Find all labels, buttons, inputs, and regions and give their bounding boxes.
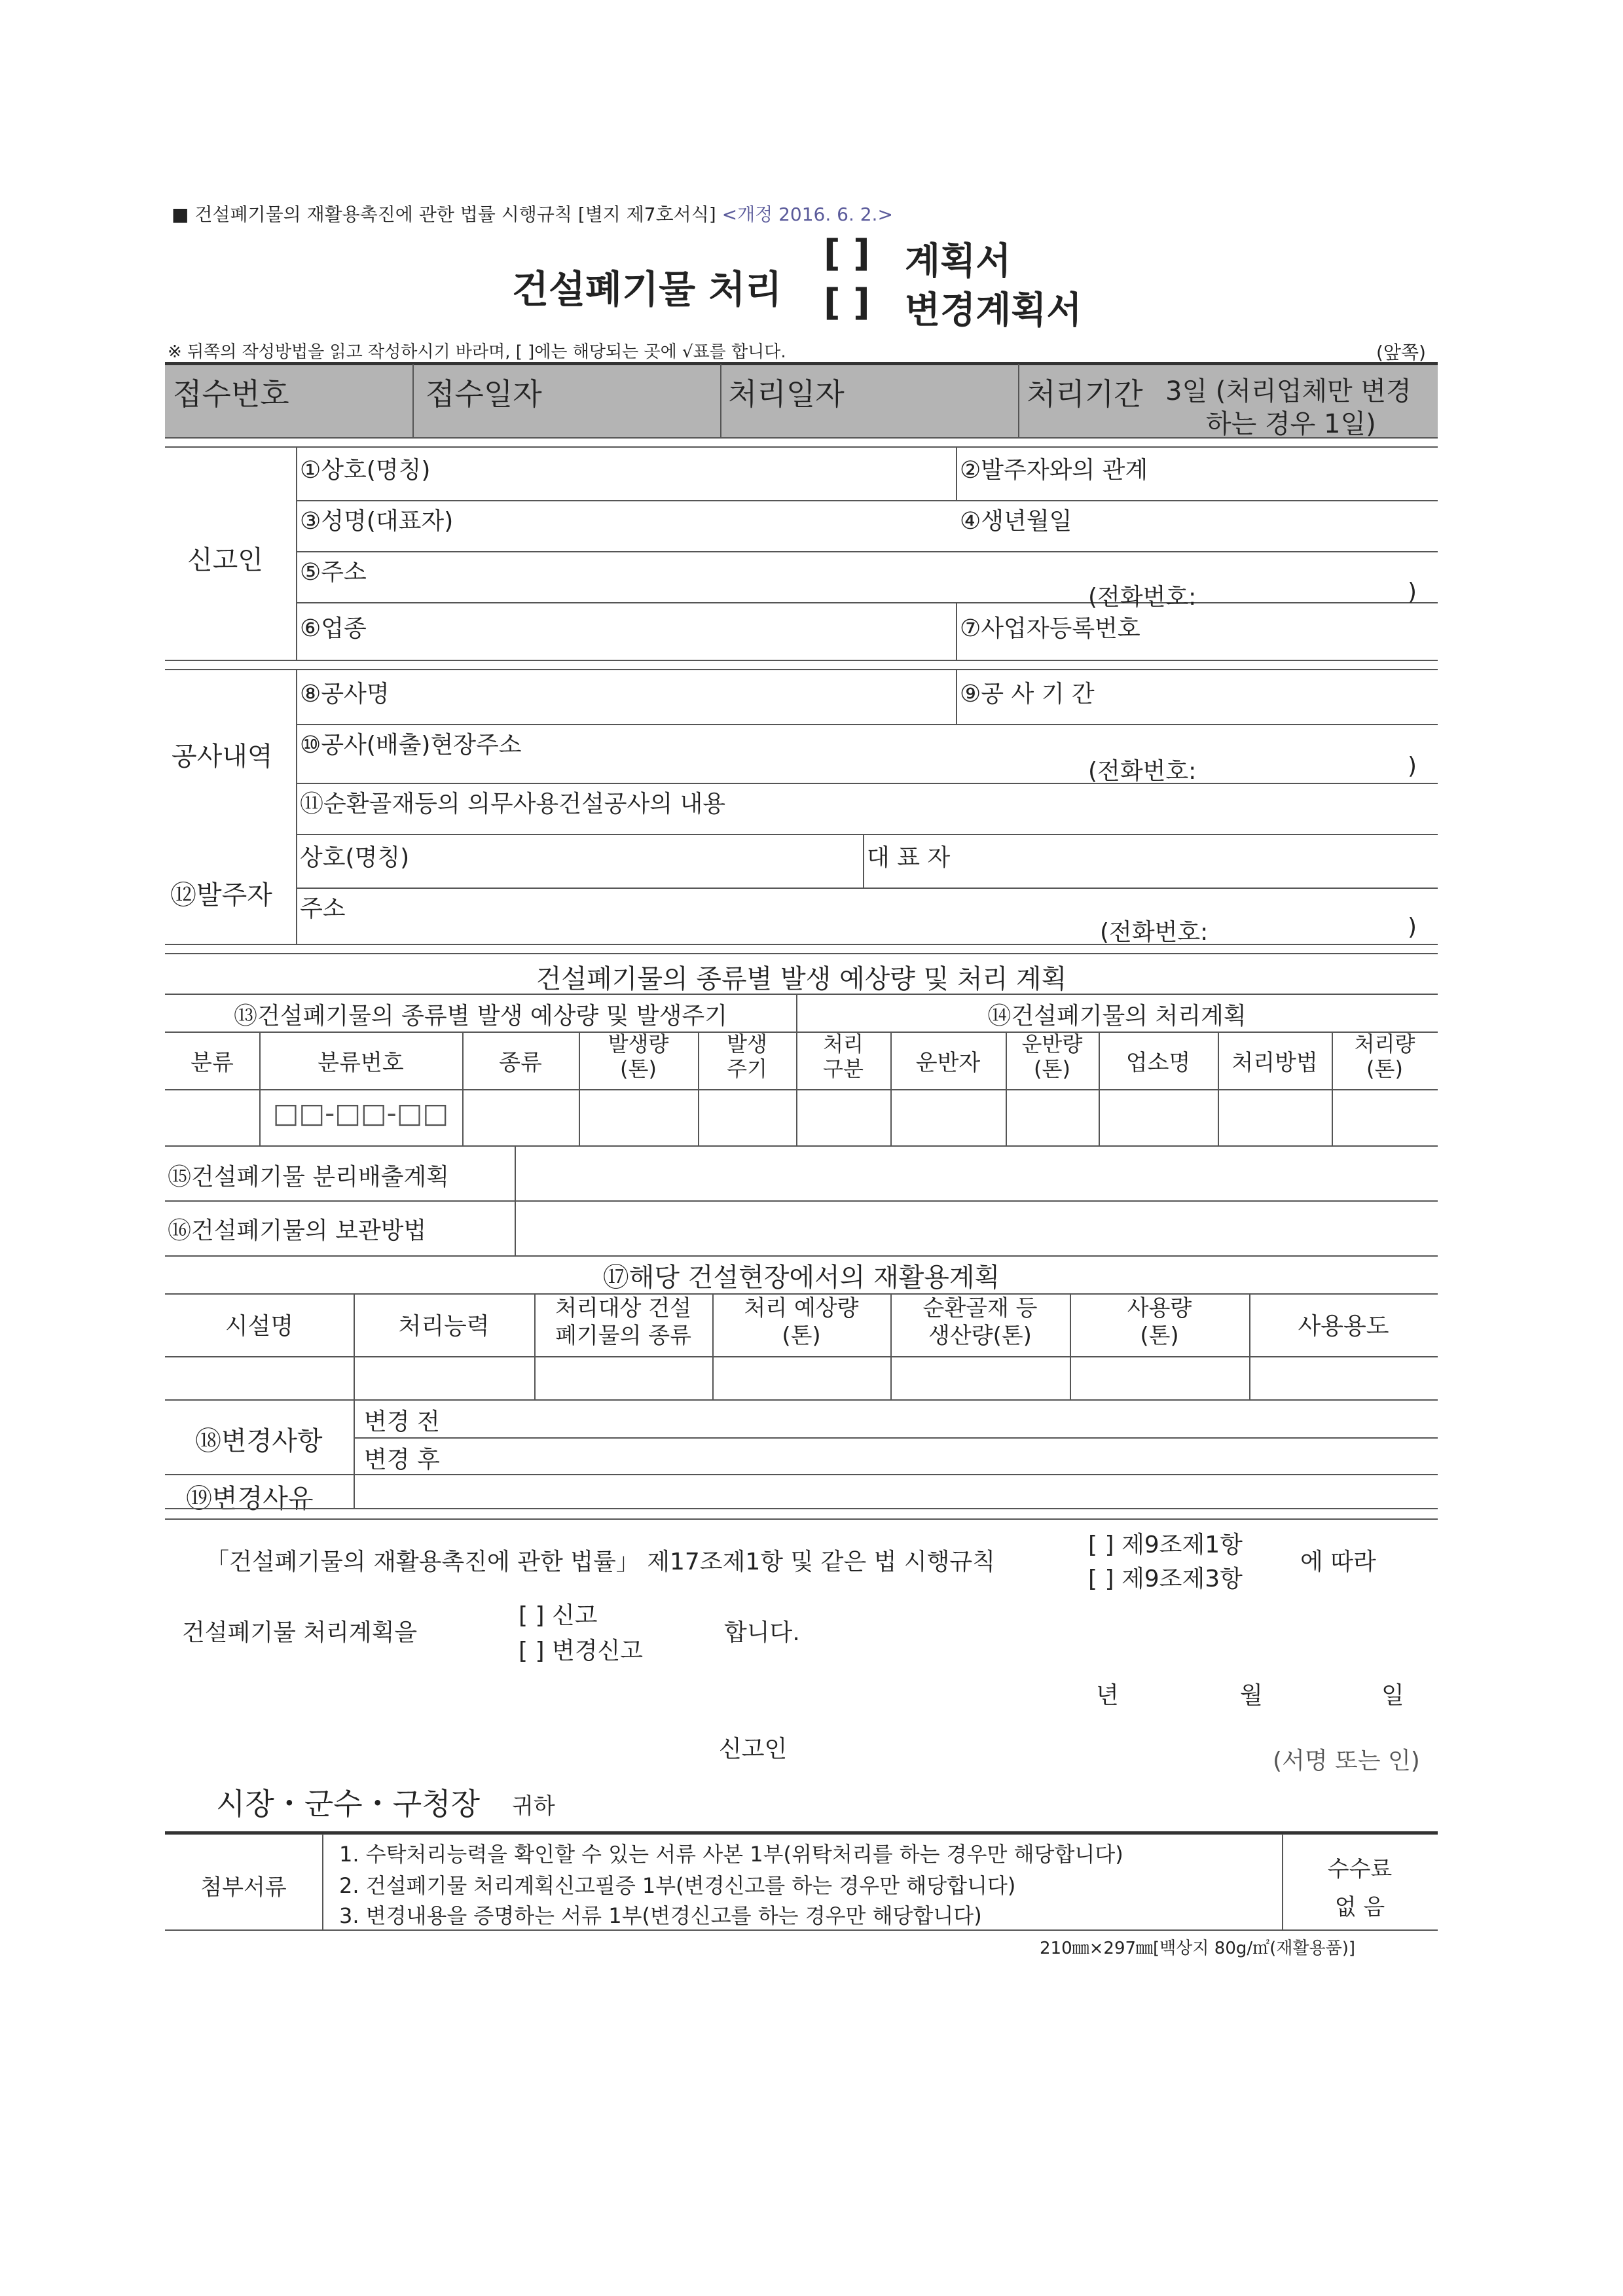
col-type: 종류 <box>499 1050 542 1076</box>
recycling-plan-title: ⑰해당 건설현장에서의 재활용계획 <box>602 1263 1000 1293</box>
col-target-waste-type: 처리대상 건설 폐기물의 종류 <box>555 1295 691 1349</box>
site-phone-close: ) <box>1408 753 1417 780</box>
form-title: 건설폐기물 처리 <box>512 267 782 312</box>
col-generation-amount: 발생량 (톤) <box>608 1031 669 1081</box>
col-transporter: 운반자 <box>915 1050 981 1076</box>
before-change-field[interactable]: 변경 전 <box>364 1408 440 1435</box>
plan-title: 건설폐기물의 종류별 발생 예상량 및 처리 계획 <box>536 964 1067 994</box>
separate-discharge-plan-label: ⑮건설폐기물 분리배출계획 <box>168 1164 449 1191</box>
declaration-line-2: 건설폐기물 처리계획을 <box>182 1619 418 1646</box>
client-representative-field[interactable]: 대 표 자 <box>867 844 951 871</box>
col-usage-purpose: 사용용도 <box>1298 1313 1389 1340</box>
site-address-field[interactable]: ⑩공사(배출)현장주소 <box>300 732 522 759</box>
process-period-label: 처리기간 <box>1027 376 1143 412</box>
category-code-boxes[interactable]: □□-□□-□□ <box>272 1097 449 1129</box>
col-transport-amount: 운반량 (톤) <box>1021 1031 1083 1081</box>
recipient-honorific: 귀하 <box>512 1793 555 1820</box>
address-field[interactable]: ⑤주소 <box>300 559 367 586</box>
col-aggregate-production: 순환골재 등 생산량(톤) <box>922 1295 1038 1349</box>
trade-name-field[interactable]: ①상호(명칭) <box>300 457 431 484</box>
representative-name-field[interactable]: ③성명(대표자) <box>300 508 454 535</box>
form-reference <box>172 200 893 226</box>
col-treatment-amount: 처리량 (톤) <box>1354 1031 1415 1081</box>
instruction-notice: ※ 뒤쪽의 작성방법을 읽고 작성하시기 바라며, [ ]에는 해당되는 곳에 √표를 합니다. <box>168 342 786 362</box>
attachment-item-1: 1. 수탁처리능력을 확인할 수 있는 서류 사본 1부(위탁처리를 하는 경우만 해당합니다) <box>339 1842 1123 1867</box>
client-address-field[interactable]: 주소 <box>300 895 346 922</box>
col-facility-name: 시설명 <box>225 1313 294 1340</box>
construction-period-field[interactable]: ⑨공 사 기 간 <box>960 681 1095 708</box>
change-report-checkbox[interactable]: [ ] 변경신고 <box>519 1638 644 1664</box>
receipt-date-label: 접수일자 <box>426 376 542 412</box>
col-generation-cycle: 발생 주기 <box>727 1031 767 1081</box>
site-phone-label: (전화번호: <box>1088 758 1197 785</box>
receipt-number-label: 접수번호 <box>173 376 289 412</box>
process-period-value: 3일 (처리업체만 변경 <box>1165 376 1412 406</box>
col-category: 분류 <box>191 1050 234 1076</box>
date-day-label[interactable]: 일 <box>1381 1682 1404 1709</box>
process-period-value-2: 하는 경우 1일) <box>1206 409 1376 439</box>
process-date-label: 처리일자 <box>728 376 845 412</box>
declaration-suffix: 에 따라 <box>1300 1549 1376 1575</box>
construction-name-field[interactable]: ⑧공사명 <box>300 681 390 708</box>
law-reference: 건설폐기물의 재활용촉진에 관한 법률 시행규칙 [별지 제7호서식] <box>194 204 716 225</box>
report-checkbox[interactable]: [ ] 신고 <box>519 1602 598 1629</box>
date-year-label[interactable]: 년 <box>1096 1682 1119 1709</box>
title-option-plan: 계획서 <box>905 240 1012 283</box>
birth-date-field[interactable]: ④생년월일 <box>960 508 1072 535</box>
col-company-name: 업소명 <box>1125 1050 1191 1076</box>
recipient: 시장・군수・구청장 <box>216 1786 481 1821</box>
reporter-section-label: 신고인 <box>187 545 263 575</box>
reporter-sign-label: 신고인 <box>719 1736 788 1763</box>
declaration-suffix-2: 합니다. <box>724 1619 800 1646</box>
client-trade-name-field[interactable]: 상호(명칭) <box>300 844 410 871</box>
title-checkbox-change[interactable]: [ ] <box>824 281 870 324</box>
storage-method-label: ⑯건설폐기물의 보관방법 <box>168 1217 427 1244</box>
expected-generation-heading: ⑬건설폐기물의 종류별 발생 예상량 및 발생주기 <box>234 1003 727 1030</box>
business-type-field[interactable]: ⑥업종 <box>300 615 367 642</box>
business-reg-number-field[interactable]: ⑦사업자등록번호 <box>960 615 1140 642</box>
col-treatment-type: 처리 구분 <box>823 1031 864 1081</box>
phone-close: ) <box>1408 579 1417 605</box>
change-items-label: ⑱변경사항 <box>195 1426 323 1456</box>
client-phone-label: (전화번호: <box>1100 919 1209 946</box>
construction-section-label: 공사내역 <box>172 742 273 772</box>
attachment-item-3: 3. 변경내용을 증명하는 서류 1부(변경신고를 하는 경우만 해당합니다) <box>339 1903 982 1928</box>
client-phone-close: ) <box>1408 914 1417 941</box>
col-category-code: 분류번호 <box>318 1050 404 1076</box>
fee-label: 수수료 <box>1327 1856 1393 1882</box>
title-checkbox-plan[interactable]: [ ] <box>824 232 870 275</box>
date-month-label[interactable]: 월 <box>1240 1682 1263 1709</box>
paper-spec: 210㎜×297㎜[백상지 80g/㎡(재활용품)] <box>1040 1939 1356 1958</box>
article-9-1-checkbox[interactable]: [ ] 제9조제1항 <box>1088 1532 1243 1558</box>
recycled-aggregate-content-field[interactable]: ⑪순환골재등의 의무사용건설공사의 내용 <box>300 791 726 817</box>
square-mark: ■ <box>172 204 189 225</box>
col-treatment-method: 처리방법 <box>1231 1050 1318 1076</box>
declaration-line-1: 「건설폐기물의 재활용촉진에 관한 법률」 제17조제1항 및 같은 법 시행규칙 <box>206 1549 995 1575</box>
attachments-label: 첨부서류 <box>200 1874 287 1901</box>
page-side: (앞쪽) <box>1376 342 1426 363</box>
client-section-label: ⑫발주자 <box>170 880 272 910</box>
revision-date: <개정 2016. 6. 2.> <box>721 204 893 225</box>
title-option-change: 변경계획서 <box>905 289 1082 332</box>
signature-field[interactable]: (서명 또는 인) <box>1273 1748 1420 1774</box>
relation-to-client-field[interactable]: ②발주자와의 관계 <box>960 457 1148 484</box>
col-capacity: 처리능력 <box>398 1313 490 1340</box>
change-reason-label: ⑲변경사유 <box>186 1484 314 1514</box>
col-expected-amount: 처리 예상량 (톤) <box>744 1295 859 1349</box>
treatment-plan-heading: ⑭건설폐기물의 처리계획 <box>987 1003 1247 1030</box>
phone-label: (전화번호: <box>1088 584 1197 611</box>
col-usage-amount: 사용량 (톤) <box>1127 1295 1192 1349</box>
attachment-item-2: 2. 건설폐기물 처리계획신고필증 1부(변경신고를 하는 경우만 해당합니다) <box>339 1873 1016 1898</box>
fee-value: 없 음 <box>1334 1894 1385 1920</box>
article-9-3-checkbox[interactable]: [ ] 제9조제3항 <box>1088 1566 1243 1592</box>
after-change-field[interactable]: 변경 후 <box>364 1446 440 1473</box>
